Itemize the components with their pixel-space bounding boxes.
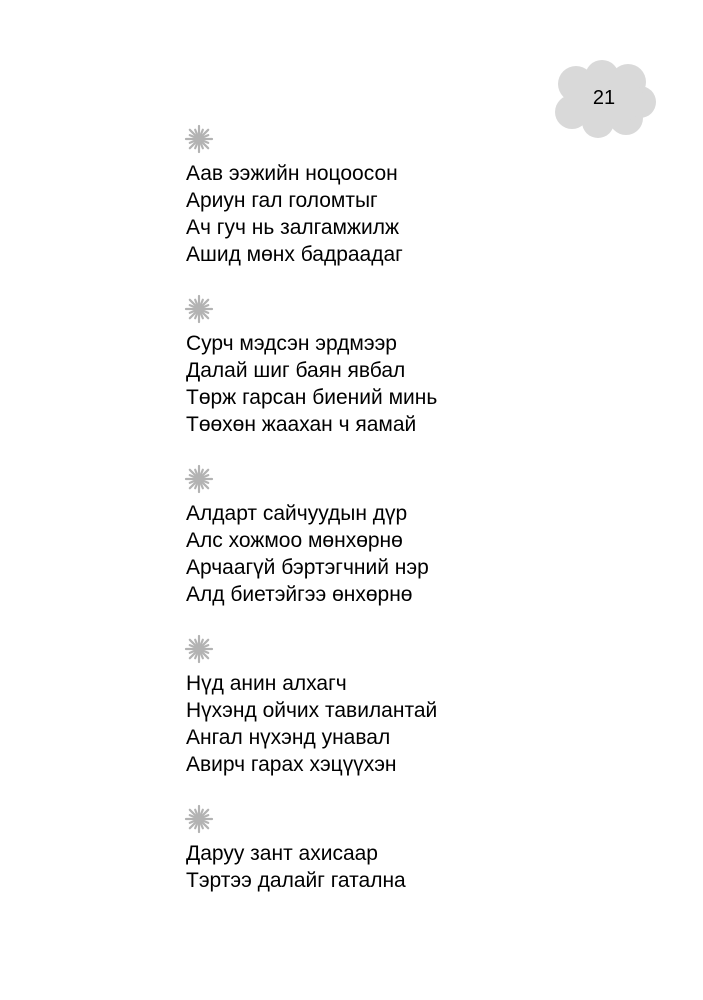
poem-line: Ач гуч нь залгамжилж — [186, 216, 400, 239]
starburst-icon — [184, 464, 214, 494]
page-number: 21 — [592, 87, 616, 109]
poem-line: Тэртээ далайг гатална — [186, 869, 406, 892]
poem-line: Алд биетэйгээ өнхөрнө — [186, 583, 413, 606]
starburst-icon — [184, 634, 214, 664]
starburst-icon — [184, 124, 214, 154]
stanza — [186, 124, 646, 294]
stanza-lines — [186, 670, 646, 778]
stanza — [186, 634, 646, 804]
stanza — [186, 804, 646, 974]
poem-line: Ариун гал голомтыг — [186, 189, 378, 212]
poem-line: Төрж гарсан биений минь — [186, 386, 438, 409]
stanza-lines — [186, 330, 646, 438]
poem-line: Далай шиг баян явбал — [186, 359, 406, 382]
starburst-icon — [184, 804, 214, 834]
poem-line: Даруу зант ахисаар — [186, 842, 378, 865]
poem-line: Сурч мэдсэн эрдмээр — [186, 332, 397, 355]
stanza-lines — [186, 840, 646, 894]
poem-line: Авирч гарах хэцүүхэн — [186, 753, 397, 776]
stanza-lines — [186, 160, 646, 268]
poem-line: Төөхөн жаахан ч яамай — [186, 413, 417, 436]
poem-line: Ангал нүхэнд унавал — [186, 726, 391, 749]
poem-line: Аав ээжийн ноцоосон — [186, 162, 398, 185]
poem-line: Алдарт сайчуудын дүр — [186, 502, 408, 525]
starburst-icon — [184, 294, 214, 324]
stanza-lines — [186, 500, 646, 608]
poem — [186, 124, 646, 974]
poem-line: Ашид мөнх бадраадаг — [186, 243, 403, 266]
poem-line: Алс хожмоо мөнхөрнө — [186, 529, 403, 552]
poem-line: Нүд анин алхагч — [186, 672, 347, 695]
stanza — [186, 294, 646, 464]
poem-line: Арчаагүй бэртэгчний нэр — [186, 556, 429, 579]
stanza — [186, 464, 646, 634]
poem-line: Нүхэнд ойчих тавилантай — [186, 699, 438, 722]
